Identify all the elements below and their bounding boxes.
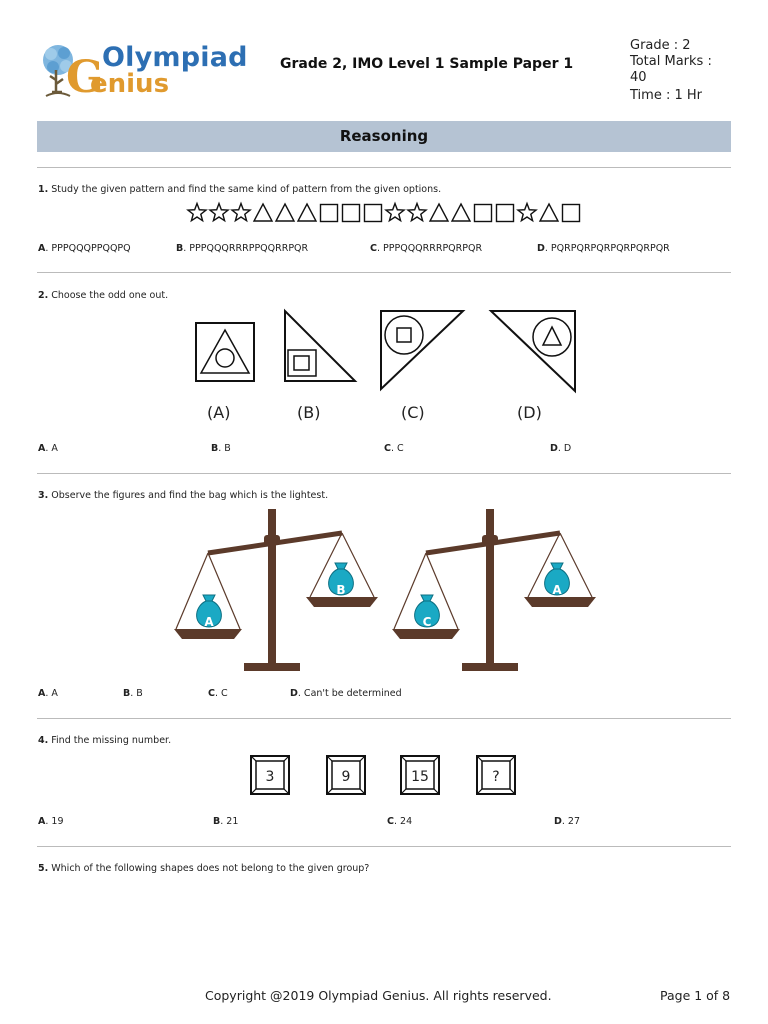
question-1: [38, 184, 441, 195]
question-number: 4.: [38, 735, 49, 746]
odd-one-out-figures: [185, 305, 585, 425]
star-icon: [408, 204, 426, 221]
bag-label: A: [552, 583, 562, 597]
option-b[interactable]: B. B: [211, 443, 231, 454]
option-d[interactable]: D. Can't be determined: [290, 688, 402, 699]
option-a[interactable]: A. 19: [38, 816, 64, 827]
number-boxes: [245, 753, 525, 799]
number-box: [251, 756, 289, 794]
question-text: Study the given pattern and find the same kind of pattern from the given options.: [51, 184, 442, 195]
bag-label: A: [204, 615, 214, 629]
logo-text-olympiad: Olympiad: [102, 42, 248, 73]
option-b[interactable]: B. 21: [213, 816, 239, 827]
option-d[interactable]: D. D: [550, 443, 572, 454]
option-a[interactable]: A. A: [38, 688, 58, 699]
figure-label-a: (A): [207, 403, 231, 422]
olympiad-genius-logo: [38, 40, 248, 103]
square-icon: [365, 205, 382, 222]
option-c[interactable]: C. C: [384, 443, 404, 454]
logo-text-genius: enius: [90, 69, 170, 99]
question-5: [38, 863, 369, 874]
number-box: [477, 756, 515, 794]
triangle-icon: [276, 204, 294, 221]
figure-b: [285, 311, 355, 381]
square-icon: [321, 205, 338, 222]
divider: [37, 846, 731, 847]
star-icon: [210, 204, 228, 221]
logo-letter-g: G: [66, 52, 104, 103]
grade-label: Grade : 2: [630, 38, 691, 53]
option-c[interactable]: C. C: [208, 688, 228, 699]
scale-right: [392, 509, 596, 671]
star-icon: [188, 204, 206, 221]
triangle-icon: [254, 204, 272, 221]
number-box-value: ?: [492, 769, 500, 785]
question-text: Choose the odd one out.: [51, 290, 169, 301]
triangle-icon: [430, 204, 448, 221]
option-b[interactable]: B. PPPQQQRRRPPQQRRPQR: [176, 243, 309, 254]
option-b[interactable]: B. B: [123, 688, 143, 699]
figure-label-b: (B): [297, 403, 321, 422]
triangle-icon: [540, 204, 558, 221]
figure-a: [196, 323, 254, 381]
option-d[interactable]: D. 27: [554, 816, 581, 827]
number-box: [401, 756, 439, 794]
question-text: Which of the following shapes does not belong to the given group?: [51, 863, 370, 874]
triangle-icon: [298, 204, 316, 221]
star-icon: [518, 204, 536, 221]
option-d[interactable]: D. PQRPQRPQRPQRPQRPQR: [537, 243, 670, 254]
square-icon: [563, 205, 580, 222]
scale-left: [174, 509, 378, 671]
divider: [37, 272, 731, 273]
time-label: Time : 1 Hr: [630, 88, 702, 103]
figure-label-c: (C): [401, 403, 425, 422]
figure-c: [381, 311, 463, 389]
question-text: Find the missing number.: [51, 735, 172, 746]
number-box-value: 9: [341, 769, 351, 785]
question-4: [38, 735, 171, 746]
figure-d: [491, 311, 575, 391]
option-c[interactable]: C. PPPQQQRRRPQRPQR: [370, 243, 483, 254]
square-icon: [343, 205, 360, 222]
triangle-icon: [452, 204, 470, 221]
question-number: 1.: [38, 184, 49, 195]
option-c[interactable]: C. 24: [387, 816, 413, 827]
balance-scales: [170, 505, 600, 675]
question-number: 5.: [38, 863, 49, 874]
star-icon: [232, 204, 250, 221]
divider: [37, 718, 731, 719]
question-text: Observe the figures and find the bag which is the lightest.: [51, 490, 329, 501]
question-number: 3.: [38, 490, 49, 501]
square-icon: [497, 205, 514, 222]
shape-pattern: [186, 200, 586, 226]
section-title: Reasoning: [37, 121, 731, 152]
bag-label: B: [336, 583, 346, 597]
divider: [37, 167, 731, 168]
question-2: [38, 290, 168, 301]
number-box-value: 15: [411, 769, 429, 785]
total-marks-label: Total Marks :: [630, 54, 712, 69]
option-a[interactable]: A. PPPQQQPPQQPQ: [38, 243, 131, 254]
number-box-value: 3: [265, 769, 275, 785]
square-icon: [475, 205, 492, 222]
star-icon: [386, 204, 404, 221]
total-marks-value: 40: [630, 70, 647, 85]
footer-page-number: Page 1 of 8: [660, 988, 731, 1003]
paper-title: Grade 2, IMO Level 1 Sample Paper 1: [280, 56, 574, 72]
figure-label-d: (D): [517, 403, 542, 422]
bag-label: C: [422, 615, 432, 629]
number-box: [327, 756, 365, 794]
question-3: [38, 490, 328, 501]
paper-meta: [630, 38, 740, 104]
option-a[interactable]: A. A: [38, 443, 58, 454]
question-number: 2.: [38, 290, 49, 301]
divider: [37, 473, 731, 474]
footer-copyright: Copyright @2019 Olympiad Genius. All rights reserved.: [205, 988, 552, 1003]
